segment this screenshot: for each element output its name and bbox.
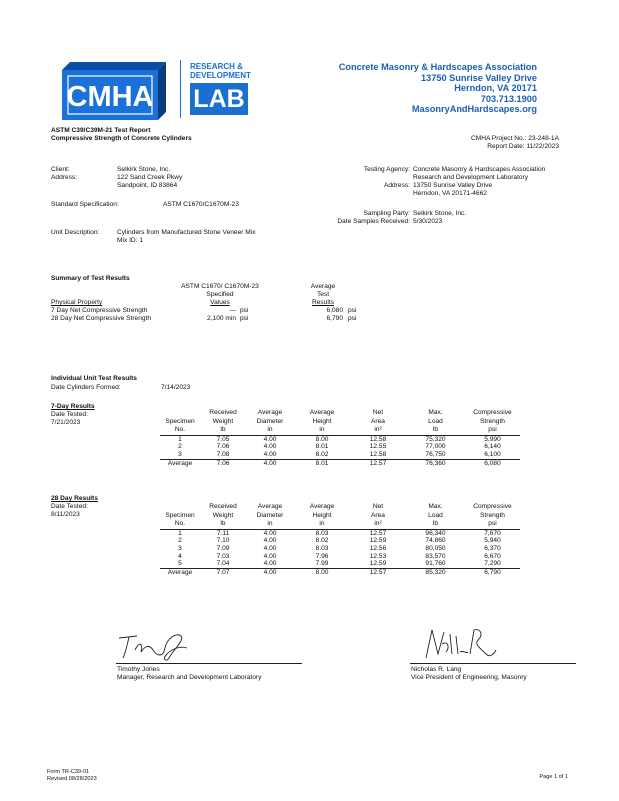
form-revised: Revised 08/28/2023 [47,776,97,782]
summary-row-result: 6,080 [326,307,343,314]
association-website[interactable]: MasonryAndHardscapes.org [411,104,537,115]
client-label: Client: [51,166,70,173]
day28-rows [160,529,520,576]
summary-row-7day [51,307,371,315]
table-cell: 7,670 [465,529,520,537]
table-cell: 4.00 [246,568,294,576]
summary-property-head: Physical Property [51,299,103,306]
sampling-party-label: Sampling Party: [363,210,410,217]
day28-table [160,503,520,576]
client-city: Sandpoint, ID 83864 [117,182,178,189]
day7-table [160,409,520,467]
table-cell: 12.57 [350,459,406,467]
svg-text:CMHA: CMHA [66,81,154,113]
summary-spec-head-line2: Specified [206,291,234,298]
table-cell: 76,750 [425,450,446,458]
day7-tested-label: Date Tested: [51,411,88,418]
col-area-h2: Area [371,511,385,519]
col-load-h2: Load [428,511,443,519]
col-strength-unit: psi [488,520,497,528]
summary-spec-head-line3: Values [210,299,230,306]
cmha-logo-icon [60,62,170,122]
table-cell: 4.00 [246,529,294,537]
table-row [160,553,520,561]
col-load-unit: lb [432,520,439,528]
col-strength-unit: psi [488,426,497,434]
summary-avg-head-line1: Average [310,283,336,290]
table-cell: 4 [178,552,182,560]
table-cell: 4.00 [263,544,277,552]
table-cell: 5,940 [484,537,501,545]
col-diameter-unit: in [267,520,273,528]
table-cell: 8.00 [294,435,350,443]
table-row [160,537,520,545]
table-cell: 2 [178,443,182,451]
summary-row-result: 6,790 [326,315,343,322]
agency-city: Herndon, VA 20171-4662 [413,190,487,197]
col-area-h1: Net [372,503,384,510]
table-cell: 7.07 [200,568,246,576]
table-cell: 8.01 [294,459,350,467]
date-received-label: Date Samples Received: [337,218,410,225]
summary-row-property: 7 Day Net Compressive Strength [51,307,148,314]
col-load-h1: Max. [428,409,443,416]
table-cell: 7.05 [200,435,246,443]
table-cell: 8.00 [294,568,350,576]
table-cell: 2 [178,537,182,545]
agency-street: 13750 Sunrise Valley Drive [413,182,493,189]
col-height-h2: Height [312,511,332,519]
col-area-unit: in² [374,426,382,434]
agency-name: Concrete Masonry & Hardscapes Association [413,166,546,173]
col-specimen-h2: No. [174,426,186,434]
association-street: 13750 Sunrise Valley Drive [421,72,537,83]
table-cell: 3 [178,544,182,552]
table-row [160,435,520,443]
col-strength-h2: Strength [480,511,505,519]
col-weight-h1: Received [209,409,237,416]
table-cell: 8.03 [294,529,350,537]
table-cell: 5,990 [465,435,520,443]
page-number: Page 1 of 1 [539,774,568,780]
summary-spec-head [170,283,270,307]
day28-tested-value: 8/11/2023 [51,511,80,518]
col-weight-unit: lb [220,426,226,434]
col-load-h1: Max. [428,503,443,510]
date-received-value: 5/30/2023 [413,218,443,225]
table-cell: 7.96 [315,552,329,560]
logo-lab-box: LAB [190,83,248,115]
sampling-party-value: Selkirk Stone, Inc. [413,210,467,217]
logo-research-line: RESEARCH & [190,62,243,71]
table-cell: 12.59 [369,560,387,568]
table-cell: 7,290 [484,560,501,568]
table-cell: Average [160,459,200,467]
table-cell: 7.10 [216,537,230,545]
summary-heading: Summary of Test Results [51,275,130,282]
table-average-row [160,568,520,576]
table-cell: 6,670 [484,552,501,560]
summary-row-spec-unit: psi [240,307,249,314]
project-value: 23-248-1A [528,135,559,142]
table-cell: 6,790 [465,568,520,576]
table-cell: 8.03 [315,544,329,552]
table-cell: 8.02 [315,537,329,545]
col-strength-h1: Compressive [473,503,512,510]
table-cell: 1 [160,435,200,443]
col-height-h2: Height [312,417,332,425]
signature-timothy-jones [115,628,195,664]
table-row [160,443,520,451]
col-weight-unit: lb [220,520,226,528]
col-strength-h1: Compressive [473,409,512,416]
table-cell: 76,360 [406,459,465,467]
table-row [160,451,520,459]
col-area-h2: Area [371,417,385,425]
day7-tested-value: 7/21/2023 [51,419,81,426]
day7-rows [160,435,520,467]
col-diameter-unit: in [267,426,273,434]
col-diameter-h2: Diameter [256,417,284,425]
unit-description-value: Cylinders from Manufactured Stone Veneer Mix [117,229,256,236]
table-cell: 7.06 [216,443,230,451]
summary-row-result-unit: psi [348,307,357,314]
col-area-unit: in² [374,520,382,528]
summary-avg-head [298,283,348,307]
table-row [160,545,520,553]
col-weight-h2: Weight [212,417,234,425]
table-cell: 12.55 [369,443,387,451]
logo-development-line: DEVELOPMENT [190,71,251,80]
association-phone: 703.713.1900 [480,93,537,104]
table-cell: 8.02 [315,450,329,458]
col-height-h1: Average [309,409,335,416]
table-cell: 4.00 [246,435,294,443]
col-diameter-h1: Average [257,503,283,510]
agency-label: Testing Agency: [363,166,410,173]
report-date [487,143,559,151]
project-number [471,135,559,143]
logo-divider [180,60,181,118]
col-specimen-h1: Specimen [165,511,195,519]
report-date-value: 11/22/2023 [526,143,559,150]
col-weight-h2: Weight [212,511,234,519]
table-cell: 7.99 [315,560,329,568]
formed-label: Date Cylinders Formed: [51,384,121,391]
signer-right-name: Nicholas R. Lang [411,666,462,673]
association-name: Concrete Masonry & Hardscapes Association [338,62,537,72]
table-cell: 4.00 [263,552,277,560]
signer-left-title: Manager, Research and Development Laboratory [117,674,262,681]
table-cell: 4.00 [263,443,277,451]
day7-heading: 7-Day Results [51,403,95,410]
summary-row-spec: — [229,307,236,314]
table-cell: 7.04 [216,560,230,568]
signature-line-right [410,663,576,664]
summary-row-result-unit: psi [348,315,357,322]
table-cell: 12.59 [369,537,387,545]
table-cell: 12.53 [369,552,387,560]
table-cell: 85,320 [406,568,465,576]
association-city: Herndon, VA 20171 [454,83,537,94]
table-cell: 3 [178,450,182,458]
col-load-h2: Load [428,417,443,425]
col-height-unit: in [319,426,325,434]
table-cell: 7.11 [200,529,246,537]
table-row [160,529,520,537]
report-subtitle: Compressive Strength of Concrete Cylinders [51,135,192,142]
association-block [339,62,537,115]
table-cell: 6,140 [484,443,501,451]
table-cell: Average [160,568,200,576]
col-specimen-h2: No. [174,520,186,528]
summary-spec-head-line1: ASTM C1670/ C1670M-23 [181,283,259,290]
summary-row-28day [51,315,371,323]
table-cell: 12.56 [369,544,387,552]
summary-row-spec-unit: psi [240,315,249,322]
report-title: ASTM C39/C39M-21 Test Report [51,127,151,134]
agency-dept: Research and Development Laboratory [413,174,529,181]
address-label: Address: [51,174,78,181]
signer-left-name: Timothy Jones [117,666,160,673]
form-number: Form TR-C39-01 [47,769,90,775]
table-cell: 7.03 [216,552,230,560]
client-street: 122 Sand Creek Pkwy [117,174,183,181]
individual-heading: Individual Unit Test Results [51,375,137,382]
table-row [160,560,520,568]
summary-avg-head-line3: Results [312,299,334,306]
table-cell: 6,080 [465,459,520,467]
table-average-row [160,459,520,467]
table-cell: 96,340 [406,529,465,537]
col-diameter-h1: Average [257,409,283,416]
table-cell: 4.00 [263,450,277,458]
col-area-h1: Net [372,409,384,416]
col-weight-h1: Received [209,503,237,510]
col-load-unit: lb [432,426,439,434]
table-cell: 75,320 [406,435,465,443]
table-cell: 83,570 [425,552,446,560]
col-strength-h2: Strength [480,417,505,425]
spec-label: Standard Specification: [51,201,119,208]
signature-line-left [116,663,302,664]
table-cell: 80,050 [425,544,446,552]
summary-row-spec: 2,100 min [207,315,236,322]
table-cell: 74,860 [425,537,446,545]
day28-heading: 28 Day Results [51,495,98,502]
table-cell: 91,760 [425,560,446,568]
signature-nicholas-lang [420,624,500,664]
table-cell: 12.58 [350,435,406,443]
table-cell: 12.57 [350,568,406,576]
spec-value: ASTM C1670/C1670M-23 [163,201,239,208]
table-cell: 4.00 [246,459,294,467]
formed-value: 7/14/2023 [161,384,191,391]
col-height-h1: Average [309,503,335,510]
summary-row-property: 28 Day Net Compressive Strength [51,315,152,322]
table-cell: 7.06 [200,459,246,467]
col-specimen-h1: Specimen [165,417,195,425]
mix-id: Mix ID: 1 [117,237,144,244]
col-diameter-h2: Diameter [256,511,284,519]
agency-address-label: Address: [383,182,410,189]
signer-right-title: Vice President of Engineering, Masonry [411,674,527,681]
table-cell: 4.00 [263,537,277,545]
summary-avg-head-line2: Test [316,291,330,298]
day28-tested-label: Date Tested: [51,503,88,510]
table-cell: 6,370 [484,544,501,552]
unit-description-label: Unit Description: [51,229,100,236]
table-cell: 5 [178,560,182,568]
client-name: Selkirk Stone, Inc. [117,166,171,173]
table-cell: 12.58 [369,450,387,458]
report-date-label: Report Date: [487,143,525,150]
project-label: CMHA Project No.: [471,135,527,142]
table-cell: 77,000 [425,443,446,451]
table-cell: 7.09 [216,544,230,552]
table-cell: 1 [160,529,200,537]
col-height-unit: in [319,520,325,528]
table-cell: 4.00 [263,560,277,568]
table-cell: 7.08 [216,450,230,458]
table-cell: 12.57 [350,529,406,537]
table-cell: 6,100 [484,450,501,458]
table-cell: 8.01 [315,443,329,451]
